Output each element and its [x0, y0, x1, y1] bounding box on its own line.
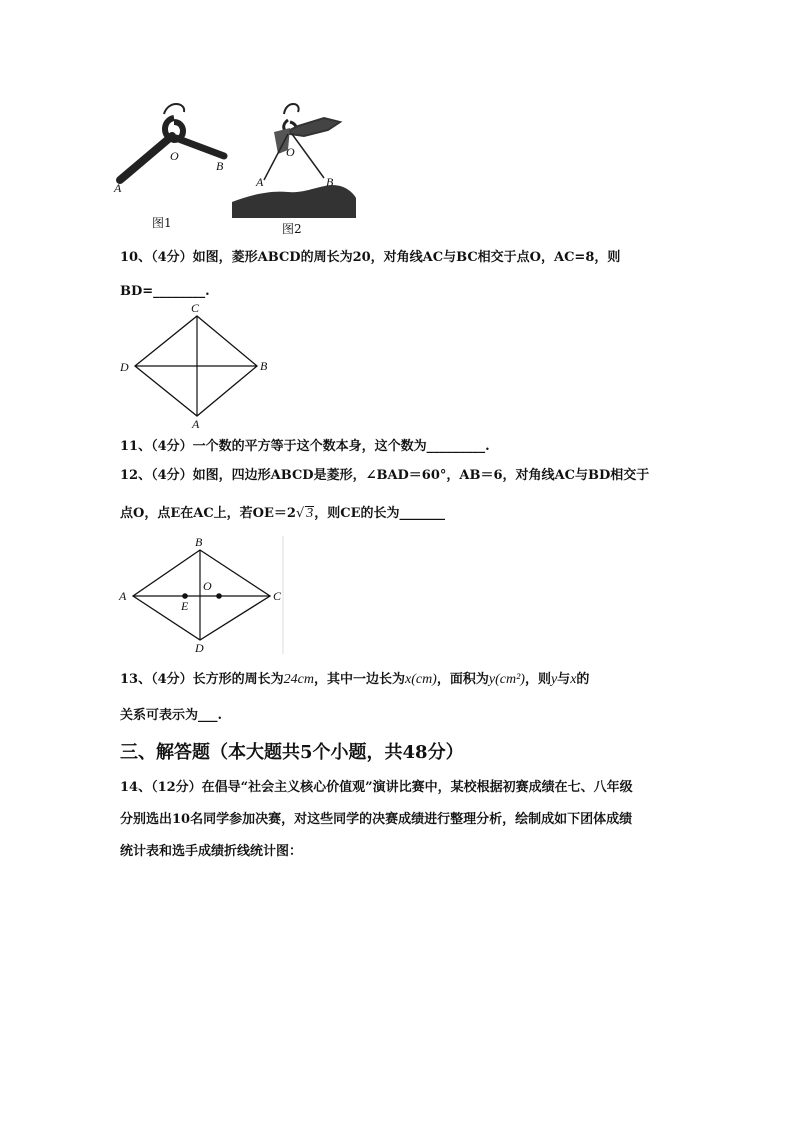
q10-label-a: A — [192, 417, 200, 430]
q10-line2: BD=________. — [120, 284, 210, 299]
q12-label-a: A — [119, 589, 127, 603]
q14-line2: 分别选出10名同学参加决赛，对这些同学的决赛成绩进行整理分析，绘制成如下团体成绩 — [120, 812, 633, 827]
section-3-title: 三、解答题（本大题共5个小题，共48分） — [120, 742, 464, 763]
fig1-label-a: A — [114, 181, 122, 195]
q13-part2: ，其中一边长为 — [313, 672, 405, 687]
q14-line3: 统计表和选手成绩折线统计图： — [120, 844, 303, 859]
q12-point-e — [182, 593, 188, 599]
q13-part5: 与 — [557, 672, 571, 687]
q12-label-o: O — [203, 579, 212, 593]
fig2-label-b: B — [326, 175, 334, 189]
q12-label-d: D — [195, 641, 204, 655]
q12-line2-pre: 点O，点E在AC上，若OE＝2 — [120, 506, 296, 521]
q13-var-y: y — [550, 672, 558, 687]
q12-line1: 12、（4分）如图，四边形ABCD是菱形，∠BAD＝60°，AB＝6，对角线AC与BD相交于 — [120, 468, 650, 483]
q12-point-x — [216, 593, 222, 599]
q13-part4: ，则 — [524, 672, 551, 687]
q10-label-b: B — [260, 359, 268, 373]
q12-label-e: E — [181, 599, 189, 613]
q12-label-c: C — [273, 589, 282, 603]
q10-label-d: D — [120, 360, 129, 374]
q13-perimeter: 24cm — [283, 672, 314, 687]
fig1-label-b: B — [216, 159, 224, 173]
q13-area: y(cm²) — [488, 672, 525, 687]
q13-side: x(cm) — [404, 672, 437, 687]
q13-line1 — [120, 670, 589, 690]
hanger-2-drawing — [228, 98, 358, 223]
figure-1-hanger — [112, 98, 232, 233]
q12-rhombus-figure — [115, 532, 290, 657]
q12-sqrt-value: 3 — [306, 506, 314, 521]
q13-part6: 的 — [576, 672, 590, 687]
q12-line2: 点O，点E在AC上，若OE＝2√ 3，则CE的长为_______ — [120, 506, 446, 521]
q10-rhombus-drawing — [115, 300, 275, 430]
q13-var-x: x — [570, 672, 577, 687]
q10-rhombus-figure — [115, 300, 275, 430]
q13-line2: 关系可表示为___. — [120, 708, 223, 723]
q12-rhombus-drawing — [115, 532, 290, 657]
fig1-caption: 图1 — [152, 216, 172, 230]
q10-label-c: C — [191, 301, 200, 315]
q12-line2-post: ，则CE的长为_______ — [314, 506, 446, 521]
figure-2-hanger — [228, 98, 358, 238]
q13-part1: 13、（4分）长方形的周长为 — [120, 672, 284, 687]
q10-line1: 10、（4分）如图，菱形ABCD的周长为20，对角线AC与BC相交于点O，AC=8，则 — [120, 250, 621, 265]
q14-line1: 14、（12分）在倡导“社会主义核心价值观”演讲比赛中，某校根据初赛成绩在七、八年级 — [120, 780, 633, 795]
fig2-label-o: O — [286, 145, 295, 159]
fig1-label-o: O — [170, 149, 179, 163]
fig2-label-a: A — [256, 175, 264, 189]
hanger-1-drawing — [112, 98, 232, 233]
q11-line1: 11、（4分）一个数的平方等于这个数本身，这个数为_________. — [120, 439, 490, 454]
q13-part3: ，面积为 — [436, 672, 489, 687]
fig2-caption: 图2 — [282, 222, 302, 236]
q12-label-b: B — [195, 535, 203, 549]
